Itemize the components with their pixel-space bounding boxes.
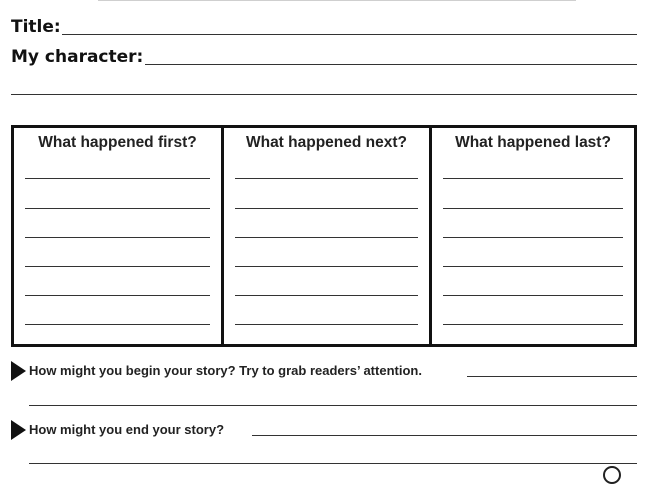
character-label: My character: xyxy=(11,47,144,67)
writing-line[interactable] xyxy=(443,237,623,238)
writing-line[interactable] xyxy=(25,324,210,325)
prompt-ending-extra-line[interactable] xyxy=(29,463,637,464)
prompt-beginning xyxy=(11,361,471,381)
column-first-heading: What happened first? xyxy=(38,134,197,151)
character-extra-line[interactable] xyxy=(11,94,637,95)
character-answer-line[interactable] xyxy=(145,64,637,65)
story-sequence-table xyxy=(11,125,637,347)
prompt-beginning-extra-line[interactable] xyxy=(29,405,637,406)
corner-circle-icon xyxy=(603,466,621,484)
writing-line[interactable] xyxy=(235,208,418,209)
column-last-heading: What happened last? xyxy=(455,134,611,151)
column-next-heading: What happened next? xyxy=(245,134,408,151)
prompt-beginning-answer-line[interactable] xyxy=(467,376,637,377)
writing-line[interactable] xyxy=(443,208,623,209)
column-first xyxy=(14,128,221,344)
top-decorative-rule xyxy=(98,0,576,1)
writing-line[interactable] xyxy=(443,324,623,325)
arrow-right-icon xyxy=(11,420,26,440)
writing-line[interactable] xyxy=(443,178,623,179)
prompt-beginning-text: How might you begin your story? Try to grab readers’ attention. xyxy=(29,363,422,378)
arrow-right-icon xyxy=(11,361,26,381)
writing-line[interactable] xyxy=(235,295,418,296)
writing-line[interactable] xyxy=(235,178,418,179)
writing-line[interactable] xyxy=(25,208,210,209)
writing-line[interactable] xyxy=(443,266,623,267)
prompt-ending xyxy=(11,420,251,440)
writing-line[interactable] xyxy=(235,237,418,238)
writing-line[interactable] xyxy=(25,178,210,179)
writing-line[interactable] xyxy=(235,324,418,325)
writing-line[interactable] xyxy=(25,237,210,238)
title-answer-line[interactable] xyxy=(62,34,637,35)
prompt-ending-text: How might you end your story? xyxy=(29,422,225,437)
writing-line[interactable] xyxy=(443,295,623,296)
writing-line[interactable] xyxy=(25,266,210,267)
column-next xyxy=(224,128,429,344)
column-last xyxy=(432,128,634,344)
prompt-ending-answer-line[interactable] xyxy=(252,435,637,436)
title-label: Title: xyxy=(11,17,61,37)
writing-line[interactable] xyxy=(235,266,418,267)
writing-line[interactable] xyxy=(25,295,210,296)
